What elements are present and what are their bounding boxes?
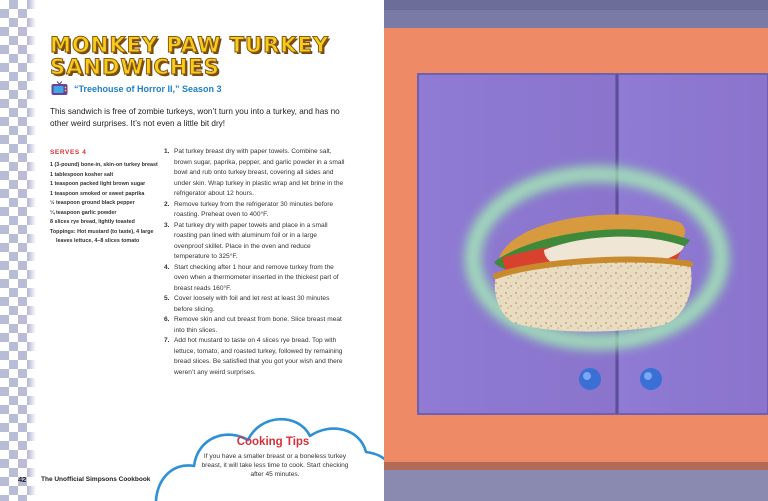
page-number: 42 — [18, 475, 27, 484]
step-text: Cover loosely with foil and let rest at least 30 minutes before slicing. — [174, 295, 330, 313]
recipe-title-line2: SANDWICHES — [50, 55, 220, 79]
step-item — [164, 200, 348, 221]
step-text: Start checking after 1 hour and remove turkey from the oven when a thermometer inserted in the thickest part of breast reads 160°F. — [174, 263, 339, 292]
step-item — [164, 263, 348, 295]
step-number: 7. — [164, 337, 170, 344]
sandwich-photo — [384, 0, 768, 501]
tv-icon — [51, 81, 68, 96]
checkered-border — [0, 0, 36, 501]
recipe-intro: This sandwich is free of zombie turkeys, won’t turn you into a turkey, and has no other weird surprises. It’s not even a little bit dry! — [50, 107, 340, 128]
step-text: Remove turkey from the refrigerator 30 minutes before roasting. Preheat oven to 400°F. — [174, 200, 334, 218]
recipe-title — [50, 34, 370, 78]
ingredient-item: 8 slices rye bread, lightly toasted — [50, 219, 135, 225]
cooking-tips-text: If you have a smaller breast or a boneless turkey breast, it will take less time to cook. Start checking after 45 minutes. — [201, 453, 349, 478]
ingredient-item: ¼ teaspoon garlic powder — [50, 209, 117, 216]
step-number: 6. — [164, 316, 170, 323]
ingredient-item: Toppings: Hot mustard (to taste), 4 large leaves lettuce, 4–8 slices tomato — [50, 228, 154, 244]
ingredient-item: ½ teaspoon ground black pepper — [50, 200, 135, 206]
step-number: 2. — [164, 200, 170, 208]
instruction-steps — [164, 147, 348, 378]
step-item — [164, 336, 348, 378]
step-number: 1. — [164, 148, 170, 155]
book-title: The Unofficial Simpsons Cookbook — [41, 476, 151, 483]
step-item — [164, 221, 348, 263]
episode-reference: “Treehouse of Horror II,” Season 3 — [74, 84, 222, 94]
step-item — [164, 147, 348, 200]
step-text: Add hot mustard to taste on 4 slices rye bread. Top with lettuce, tomato, and roasted turkey, followed by remaining bread slices. Be satisfied that you got your wish and there weren’t any weird surprises. — [174, 337, 343, 376]
step-text: Pat turkey dry with paper towels and place in a small roasting pan lined with aluminum foil or in a large ovenproof skillet. Place in the oven and reduce temperature to 325°F. — [174, 221, 328, 260]
step-number: 5. — [164, 295, 170, 302]
step-item — [164, 315, 348, 336]
ingredient-item: 1 teaspoon packed light brown sugar — [50, 181, 146, 187]
cooking-tips-title: Cooking Tips — [236, 436, 310, 448]
step-text: Remove skin and cut breast from bone. Slice breast meat into thin slices. — [174, 316, 342, 334]
cooking-tips-cloud — [150, 400, 384, 501]
ingredient-list — [50, 161, 160, 247]
ingredient-item: 1 tablespoon kosher salt — [50, 171, 114, 178]
step-number: 3. — [164, 221, 170, 229]
step-number: 4. — [164, 263, 170, 271]
recipe-title-line1: MONKEY PAW TURKEY — [50, 33, 330, 57]
ingredient-item: 1 teaspoon smoked or sweet paprika — [50, 190, 145, 197]
step-item — [164, 294, 348, 315]
ingredient-item: 1 (3-pound) bone-in, skin-on turkey breast — [50, 162, 158, 168]
serves-label: SERVES 4 — [50, 149, 87, 156]
step-text: Pat turkey breast dry with paper towels. Combine salt, brown sugar, paprika, pepper, and garlic powder in a small bowl and rub onto turkey breast, covering all sides and under skin. Wrap turkey in plastic wrap and let brine in the refrigerator about 12 hours. — [174, 148, 345, 197]
